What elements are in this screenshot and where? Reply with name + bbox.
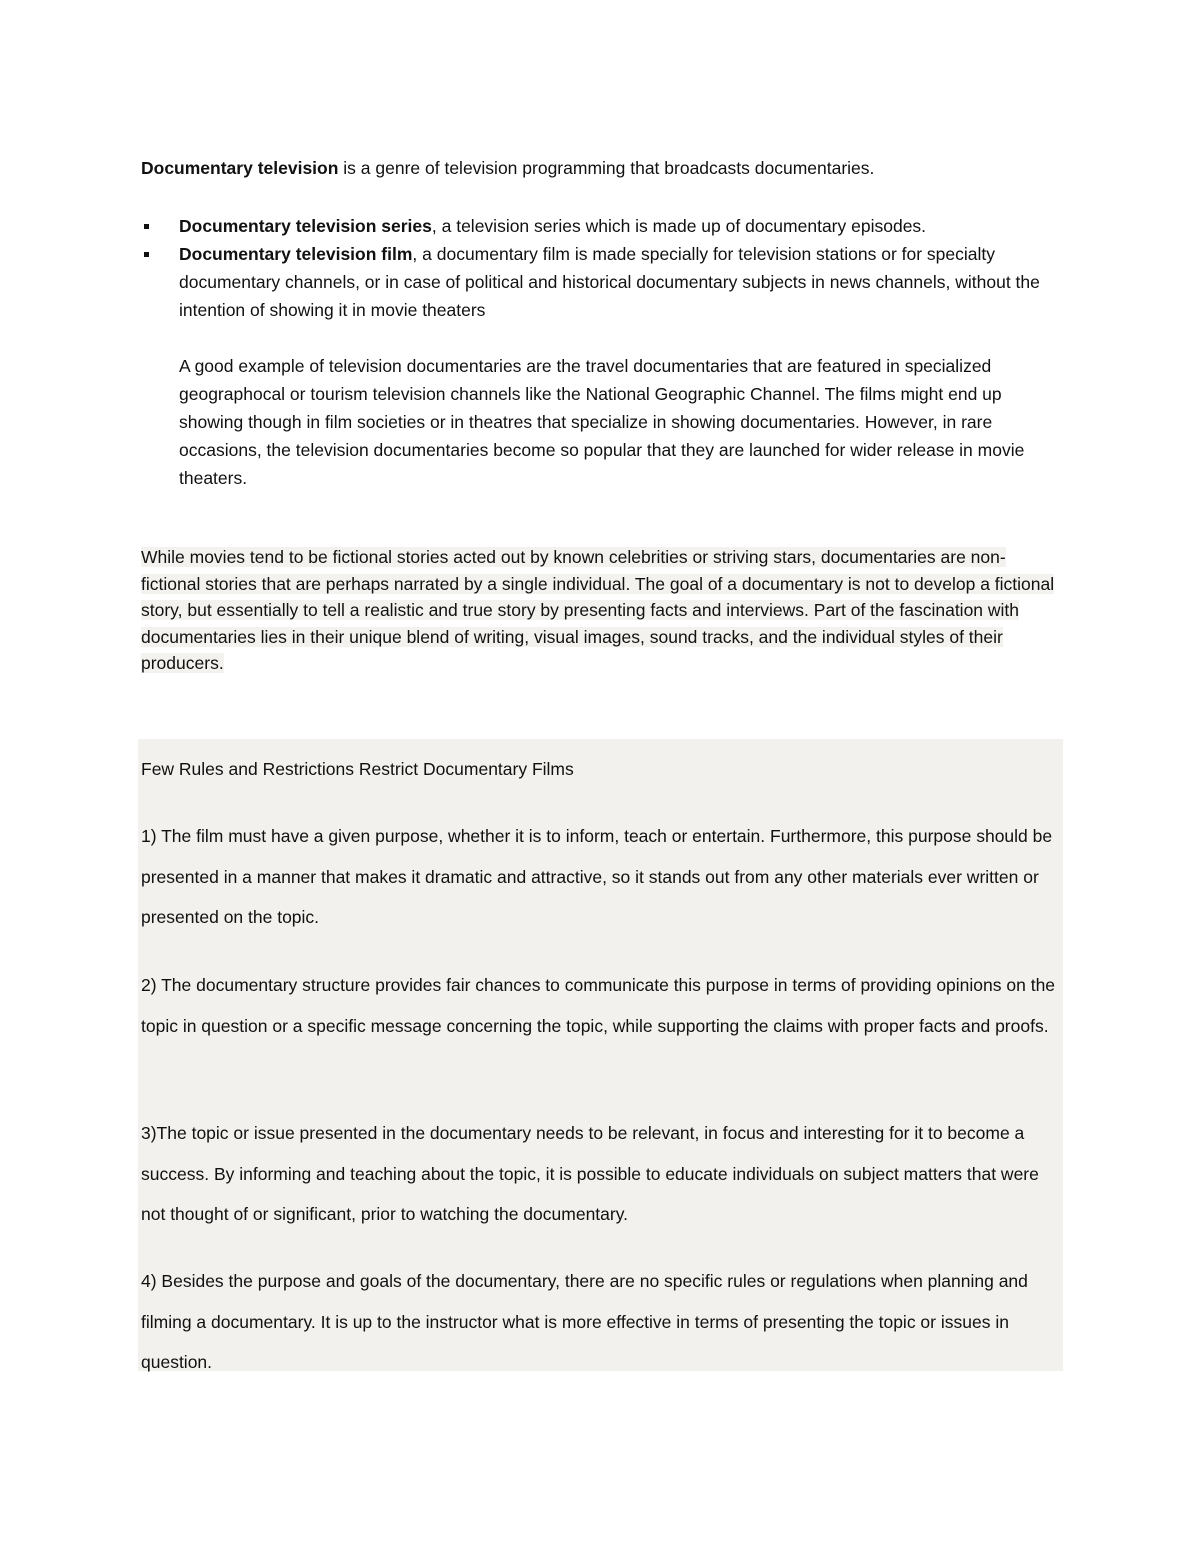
rule-paragraph: 1) The film must have a given purpose, whether it is to inform, teach or entertain. Furthermore, this purpose should be presented in a manner that makes it dramatic and attractive, so it stands out from any other materials ever written or presented on the topic. bbox=[141, 826, 1053, 927]
intro-paragraph bbox=[141, 156, 1071, 180]
rules-section bbox=[138, 739, 1063, 1371]
list-item-text: , a documentary film is made specially for television stations or for specialty documentary channels, or in case of political and historical documentary subjects in news channels, without the intention of showing it in movie theaters bbox=[179, 244, 1040, 320]
fiction-text: While movies tend to be fictional stories acted out by known celebrities or striving stars, documentaries are non-fictional stories that are perhaps narrated by a single individual. The goal of a documentary is not to develop a fictional story, but essentially to tell a realistic and true story by presenting facts and interviews. Part of the fascination with documentaries lies in their unique blend of writing, visual images, sound tracks, and the individual styles of their producers. bbox=[141, 547, 1055, 673]
list-item-text: , a television series which is made up of documentary episodes. bbox=[431, 216, 927, 236]
rule-paragraph: 3)The topic or issue presented in the documentary needs to be relevant, in focus and interesting for it to become a success. By informing and teaching about the topic, it is possible to educate individuals on subject matters that were not thought of or significant, prior to watching the documentary. bbox=[141, 1123, 1039, 1224]
fiction-paragraph bbox=[141, 544, 1061, 677]
list-item-term: Documentary television series bbox=[179, 216, 432, 236]
square-bullet-icon bbox=[144, 252, 149, 257]
square-bullet-icon bbox=[144, 224, 149, 229]
intro-term: Documentary television bbox=[141, 158, 339, 178]
rule-paragraph: 2) The documentary structure provides fair chances to communicate this purpose in terms of providing opinions on the topic in question or a specific message concerning the topic, while supporting the claims with proper facts and proofs. bbox=[141, 975, 1056, 1036]
definition-list bbox=[141, 212, 1061, 324]
intro-text: is a genre of television programming that broadcasts documentaries. bbox=[338, 158, 875, 178]
list-item bbox=[141, 212, 1061, 240]
rules-heading: Few Rules and Restrictions Restrict Documentary Films bbox=[141, 759, 574, 779]
list-item-term: Documentary television film bbox=[179, 244, 413, 264]
list-item bbox=[141, 240, 1061, 324]
example-paragraph: A good example of television documentaries are the travel documentaries that are featured in specialized geographocal or tourism television channels like the National Geographic Channel. The films might end up showing though in film societies or in theatres that specialize in showing documentaries. However, in rare occasions, the television documentaries become so popular that they are launched for wider release in movie theaters. bbox=[179, 356, 1025, 488]
rule-paragraph: 4) Besides the purpose and goals of the documentary, there are no specific rules or regulations when planning and filming a documentary. It is up to the instructor what is more effective in terms of presenting the topic or issues in question. bbox=[141, 1271, 1028, 1372]
